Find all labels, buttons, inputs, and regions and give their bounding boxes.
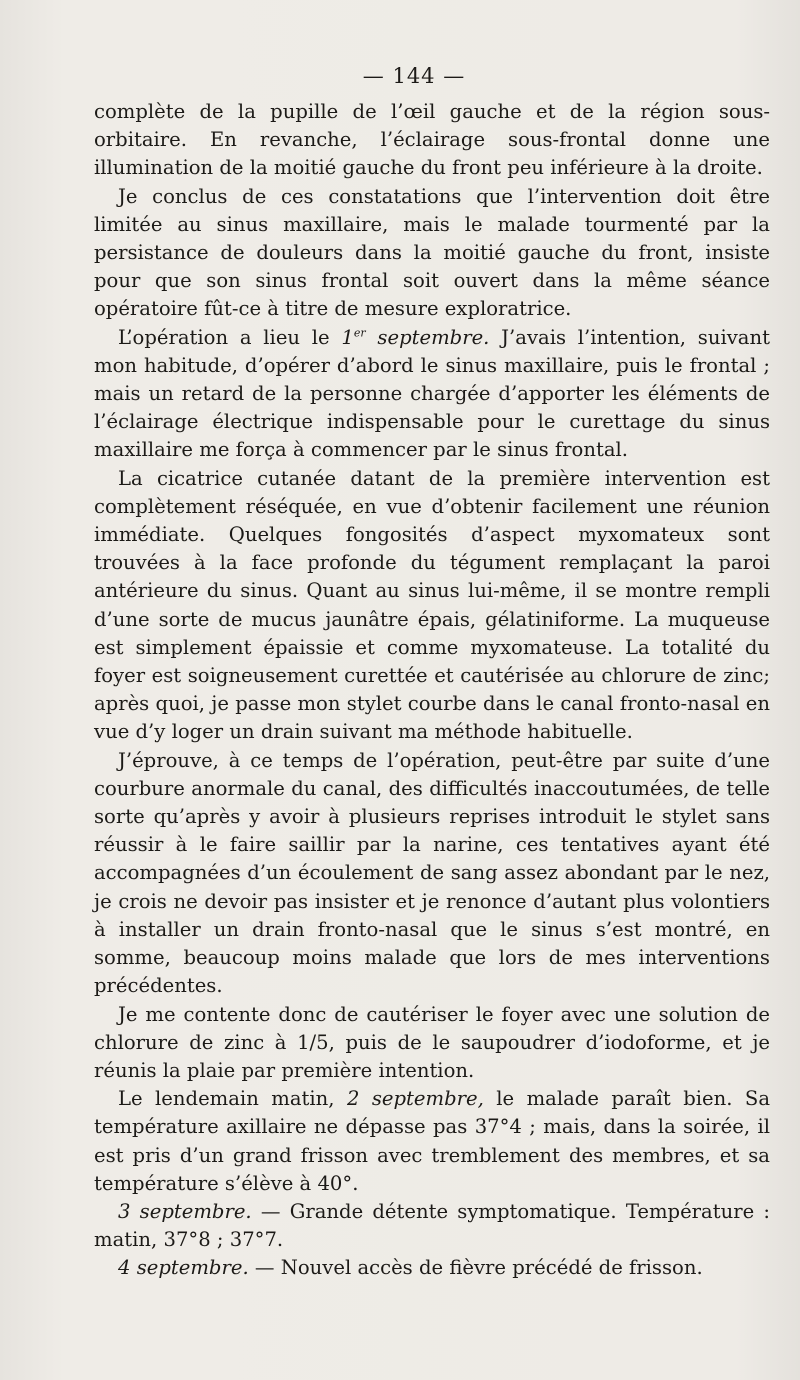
- date-reference: 4 septembre.: [118, 1256, 249, 1280]
- date-ordinal: er: [353, 326, 366, 340]
- page-number: — 144 —: [362, 64, 466, 88]
- paragraph: Je conclus de ces constatations que l’intervention doit être limitée au sinus maxillaire, mais le malade tourmenté par la persistance de douleurs dans la moitié gauche du front, insiste pour que son sinus frontal soit ouvert dans la même séance opératoire fût-ce à titre de mesure exploratrice.: [94, 184, 770, 321]
- date-month: septembre.: [365, 325, 490, 349]
- body-text: [94, 98, 770, 1283]
- paragraph-text: le malade paraît bien. Sa température axillaire ne dépasse pas 37°4 ; mais, dans la soirée, il est pris d’un grand frisson avec tremblement des membres, et sa température s’élève à 40°.: [94, 1087, 771, 1195]
- paragraph-text: J’avais l’intention, suivant mon habitude, d’opérer d’abord le sinus maxillaire, puis le frontal ; mais un retard de la personne chargée d’apporter les éléments de l’éclairage électrique indispensable pour le curettage du sinus maxillaire me força à commencer par le sinus frontal.: [94, 325, 770, 462]
- date-reference: 3 septembre.: [118, 1199, 252, 1223]
- paragraph-text: — Grande détente symptomatique. Température : matin, 37°8 ; 37°7.: [94, 1199, 771, 1252]
- date-reference: [341, 326, 489, 349]
- paragraph-text: — Nouvel accès de fièvre précédé de frisson.: [248, 1256, 703, 1280]
- paragraph: La cicatrice cutanée datant de la première intervention est complètement réséquée, en vue d’obtenir facilement une réunion immédiate. Quelques fongosités d’aspect myxomateux sont trouvées à la face profonde du tégument remplaçant la paroi antérieure du sinus. Quant au sinus lui-même, il se montre rempli d’une sorte de mucus jaunâtre épais, gélatiniforme. La muqueuse est simplement épaissie et comme myxomateuse. La totalité du foyer est soigneusement curettée et cautérisée au chlorure de zinc; après quoi, je passe mon stylet courbe dans le canal fronto-nasal en vue d’y loger un drain suivant ma méthode habituelle.: [94, 466, 770, 744]
- date-day: 1: [341, 325, 354, 349]
- paragraph: [94, 324, 770, 465]
- paragraph: [94, 1254, 770, 1282]
- paragraph: [94, 1198, 770, 1254]
- paragraph: J’éprouve, à ce temps de l’opération, peut-être par suite d’une courbure anormale du canal, des difficultés inaccoutumées, de telle sorte qu’après y avoir à plusieurs reprises introduit le stylet sans réussir à le faire saillir par la narine, ces tentatives ayant été accompagnées d’un écoulement de sang assez abondant par le nez, je crois ne devoir pas insister et je renonce d’autant plus volontiers à installer un drain fronto-nasal que le sinus s’est montré, en somme, beaucoup moins malade que lors de mes interventions précédentes.: [94, 748, 770, 998]
- paragraph-text: Le lendemain matin,: [118, 1087, 347, 1111]
- paragraph: Je me contente donc de cautériser le foyer avec une solution de chlorure de zinc à 1/5, puis de le saupoudrer d’iodoforme, et je réunis la plaie par première intention.: [94, 1002, 770, 1082]
- paragraph-text: L’opération a lieu le: [118, 325, 342, 349]
- date-reference: 2 septembre,: [346, 1087, 484, 1111]
- paragraph: [94, 1085, 770, 1198]
- paragraph: complète de la pupille de l’œil gauche et de la région sous-orbitaire. En revanche, l’éclairage sous-frontal donne une illumination de la moitié gauche du front peu inférieure à la droite.: [94, 100, 770, 180]
